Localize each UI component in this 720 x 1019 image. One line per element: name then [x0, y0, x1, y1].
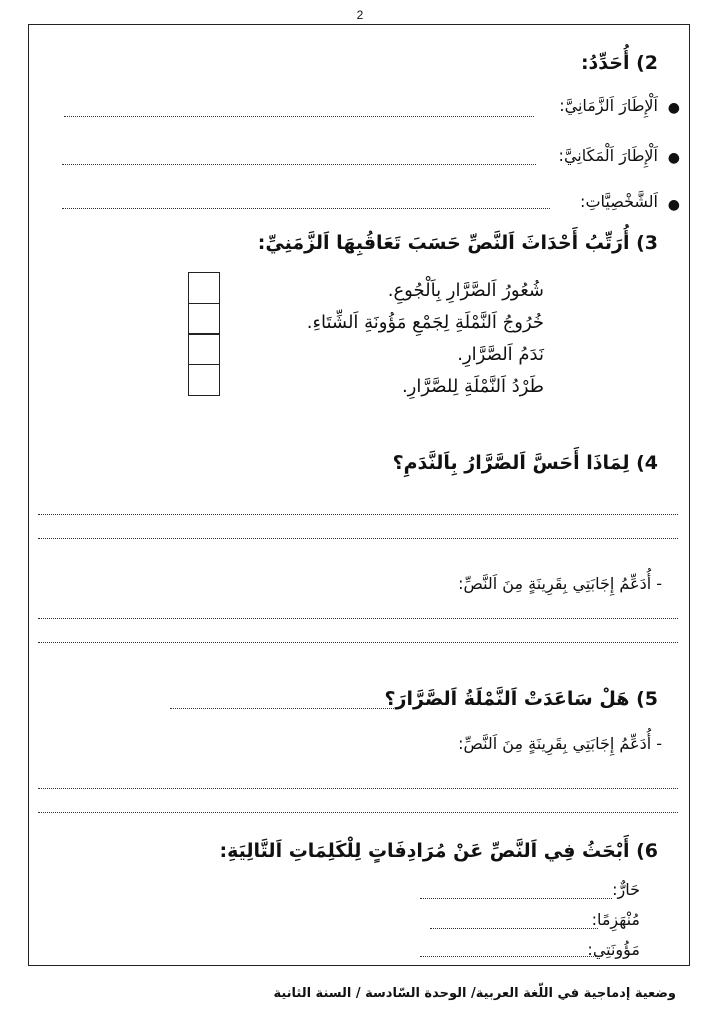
order-box[interactable] — [188, 364, 220, 396]
q6-answer-line[interactable] — [430, 928, 598, 929]
q6-word-1: حَارٌّ: — [612, 880, 640, 899]
q6-answer-line[interactable] — [420, 956, 602, 957]
order-box[interactable] — [188, 303, 220, 335]
q5-support-line[interactable] — [38, 788, 678, 789]
question-5-title: 5) هَلْ سَاعَدَتْ اَلنَّمْلَةُ اَلصَّرَّارَ؟ — [384, 688, 658, 710]
question-6-title: 6) أَبْحَثُ فِي اَلنَّصِّ عَنْ مُرَادِفَاتٍ لِلْكَلِمَاتِ اَلتَّالِيَةِ: — [219, 840, 658, 862]
q2-item-time: اَلْإِطَارَ اَلزَّمَانِيَّ: — [559, 96, 658, 115]
q4-answer-line[interactable] — [38, 514, 678, 515]
q3-event-2: خُرُوجُ اَلنَّمْلَةِ لِجَمْعِ مَؤُونَةِ اَلشِّتَاءِ. — [306, 312, 544, 333]
q5-support-line[interactable] — [38, 812, 678, 813]
worksheet-frame — [28, 24, 690, 966]
q6-word-3: مَؤُونَتِي: — [587, 940, 640, 959]
q2-answer-line-characters[interactable] — [62, 208, 550, 209]
q4-answer-line[interactable] — [38, 538, 678, 539]
q2-item-place: اَلْإِطَارَ اَلْمَكَانِيَّ: — [558, 146, 658, 165]
page-number: 2 — [356, 8, 364, 22]
q3-event-1: شُعُورُ اَلصَّرَّارِ بِاَلْجُوعِ. — [387, 280, 544, 301]
q2-answer-line-time[interactable] — [64, 116, 534, 117]
q4-support-line[interactable] — [38, 642, 678, 643]
q2-answer-line-place[interactable] — [62, 164, 536, 165]
question-4-title: 4) لِمَاذَا أَحَسَّ اَلصَّرَّارُ بِاَلنَّدَمِ؟ — [392, 452, 658, 474]
question-2-title: 2) أُحَدِّدُ: — [580, 52, 658, 74]
order-box[interactable] — [188, 333, 220, 365]
order-box[interactable] — [188, 272, 220, 304]
q3-event-4: طَرْدُ اَلنَّمْلَةِ لِلصَّرَّارِ. — [401, 376, 544, 397]
bullet-icon: ● — [667, 197, 680, 213]
q5-support-prompt: - أُدَعِّمُ إِجَابَتِي بِقَرِينَةٍ مِنَ اَلنَّصِّ: — [458, 734, 662, 753]
q6-word-2: مُنْهَزِمًا: — [591, 910, 640, 929]
bullet-icon: ● — [667, 150, 680, 166]
order-boxes — [188, 272, 220, 396]
question-3-title: 3) أُرَتِّبُ أَحْدَاثَ اَلنَّصِّ حَسَبَ تَعَاقُبِهَا اَلزَّمَنِيِّ: — [257, 232, 658, 254]
q3-event-3: نَدَمُ اَلصَّرَّارِ. — [457, 344, 544, 365]
q4-support-line[interactable] — [38, 618, 678, 619]
bullet-icon: ● — [667, 100, 680, 116]
q2-item-characters: اَلشَّخْصِيَّاتِ: — [580, 192, 658, 211]
q6-answer-line[interactable] — [420, 898, 612, 899]
q5-answer-line[interactable] — [170, 708, 394, 709]
footer-text: وضعية إدماجية في اللّغة العربية/ الوحدة السّادسة / السنة الثانية — [273, 986, 676, 1001]
q4-support-prompt: - أُدَعِّمُ إِجَابَتِي بِقَرِينَةٍ مِنَ اَلنَّصِّ: — [458, 574, 662, 593]
